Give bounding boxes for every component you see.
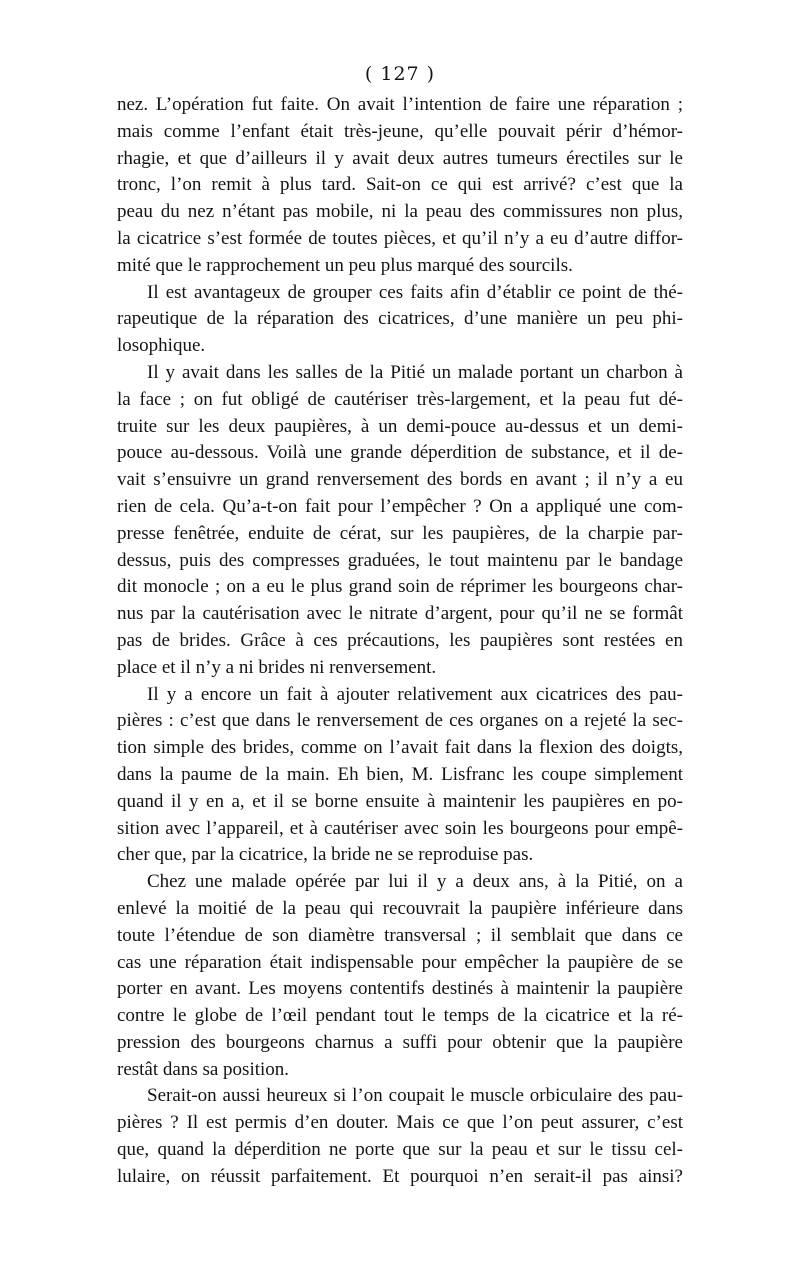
text-line: quand il y en a, et il se borne ensuite à maintenir les paupières en po- — [117, 790, 683, 812]
text-line: pouce au-dessous. Voilà une grande déperdition de substance, et il de- — [117, 442, 683, 464]
text-line: peau du nez n’étant pas mobile, ni la peau des commissures non plus, — [117, 201, 683, 223]
text-line: pression des bourgeons charnus a suffi pour obtenir que la paupière — [117, 1031, 683, 1053]
text-line: Il est avantageux de grouper ces faits afin d’établir ce point de thé- — [147, 281, 683, 303]
text-line: rien de cela. Qu’a-t-on fait pour l’empêcher ? On a appliqué une com- — [117, 495, 683, 517]
text-line: dit monocle ; on a eu le plus grand soin de réprimer les bourgeons char- — [117, 576, 683, 598]
text-line: enlevé la moitié de la peau qui recouvrait la paupière inférieure dans — [117, 897, 683, 919]
text-line: Il y avait dans les salles de la Pitié un malade portant un charbon à — [147, 361, 683, 383]
paragraph — [117, 682, 683, 870]
text-line: presse fenêtrée, enduite de cérat, sur les paupières, de la charpie par- — [117, 522, 683, 544]
text-line: dans la paume de la main. Eh bien, M. Lisfranc les coupe simplement — [117, 763, 683, 785]
text-line: rhagie, et que d’ailleurs il y avait deux autres tumeurs érectiles sur le — [117, 147, 683, 169]
text-line: porter en avant. Les moyens contentifs destinés à maintenir la paupière — [117, 978, 683, 1000]
text-line: mais comme l’enfant était très-jeune, qu’elle pouvait périr d’hémor- — [117, 120, 683, 142]
text-line: rapeutique de la réparation des cicatrices, d’une manière un peu phi- — [117, 308, 683, 330]
text-line: dessus, puis des compresses graduées, le tout maintenu par le bandage — [117, 549, 683, 571]
text-line: pières : c’est que dans le renversement de ces organes on a rejeté la sec- — [117, 710, 683, 732]
text-line: contre le globe de l’œil pendant tout le temps de la cicatrice et la ré- — [117, 1005, 683, 1027]
text-line: sition avec l’appareil, et à cautériser avec soin les bourgeons pour empê- — [117, 817, 683, 839]
text-line: vait s’ensuivre un grand renversement des bords en avant ; il n’y a eu — [117, 469, 683, 491]
text-line: truite sur les deux paupières, à un demi-pouce au-dessus et un demi- — [117, 415, 683, 437]
text-line: place et il n’y a ni brides ni renversement. — [117, 656, 437, 678]
text-line: pières ? Il est permis d’en douter. Mais ce que l’on peut assurer, c’est — [117, 1112, 683, 1134]
text-line: nez. L’opération fut faite. On avait l’intention de faire une réparation ; — [117, 94, 683, 115]
text-line: tronc, l’on remit à plus tard. Sait-on ce qui est arrivé? c’est que la — [117, 174, 683, 196]
text-line: cas une réparation était indispensable pour empêcher la paupière de se — [117, 951, 683, 973]
text-line: cher que, par la cicatrice, la bride ne se reproduise pas. — [117, 844, 534, 866]
paragraph — [117, 869, 683, 1083]
text-line: mité que le rapprochement un peu plus marqué des sourcils. — [117, 254, 573, 276]
text-line: pas de brides. Grâce à ces précautions, les paupières sont restées en — [117, 629, 683, 651]
text-line: Chez une malade opérée par lui il y a deux ans, à la Pitié, on a — [147, 871, 683, 893]
text-line: toute l’étendue de son diamètre transversal ; il semblait que dans ce — [117, 924, 683, 946]
paragraph — [117, 92, 683, 280]
body-text — [117, 92, 683, 1191]
text-line: restât dans sa position. — [117, 1058, 290, 1080]
paragraph — [117, 1083, 683, 1190]
page-number: ( 127 ) — [364, 63, 436, 85]
text-line: la face ; on fut obligé de cautériser très-largement, et la peau fut dé- — [117, 388, 683, 410]
text-line: nus par la cautérisation avec le nitrate d’argent, pour qu’il ne se formât — [117, 603, 683, 625]
text-line: lulaire, on réussit parfaitement. Et pourquoi n’en serait-il pas ainsi? — [117, 1165, 683, 1187]
text-line: Il y a encore un fait à ajouter relativement aux cicatrices des pau- — [147, 683, 683, 705]
paragraph — [117, 280, 683, 360]
text-line: Serait-on aussi heureux si l’on coupait le muscle orbiculaire des pau- — [147, 1085, 683, 1107]
text-line: tion simple des brides, comme on l’avait fait dans la flexion des doigts, — [117, 737, 683, 759]
text-line: losophique. — [117, 335, 206, 357]
text-line: la cicatrice s’est formée de toutes pièces, et qu’il n’y a eu d’autre diffor- — [117, 227, 683, 249]
paragraph — [117, 360, 683, 682]
text-line: que, quand la déperdition ne porte que sur la peau et sur le tissu cel- — [117, 1139, 683, 1161]
